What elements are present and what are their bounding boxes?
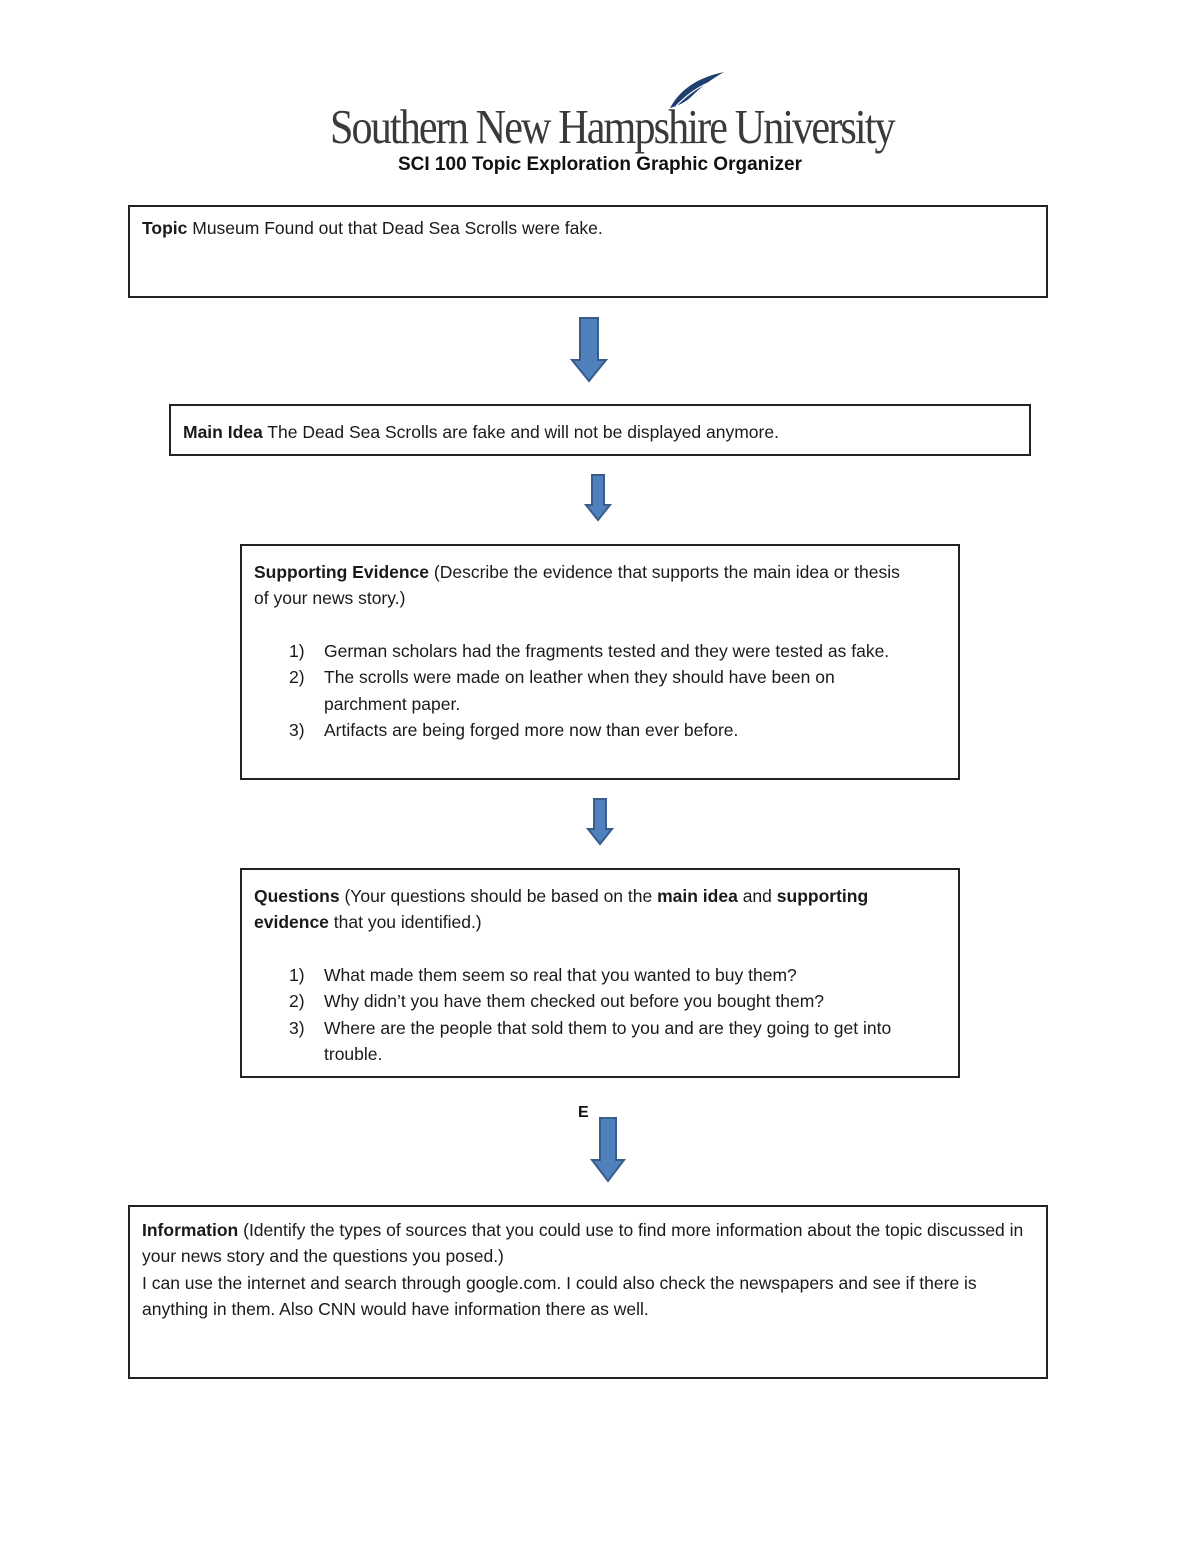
university-logo (330, 70, 894, 160)
information-answer: I can use the internet and search through google.com. I could also check the newspapers and see if there is anything in them. Also CNN would have information there as well. (142, 1272, 977, 1320)
questions-label: Questions (254, 886, 340, 906)
topic-line (142, 215, 1034, 241)
topic-box (128, 205, 1048, 298)
information-prompt: Information (Identify the types of sources that you could use to find more information about the topic discussed in your news story and the questions you posed.) (142, 1220, 1024, 1267)
list-item: 2) The scrolls were made on leather when they should have been on parchment paper. (289, 667, 835, 714)
down-arrow-icon (584, 473, 612, 523)
main-idea-text: The Dead Sea Scrolls are fake and will not be displayed anymore. (262, 422, 779, 442)
list-item: 3) Artifacts are being forged more now than ever before. (289, 720, 739, 741)
topic-label: Topic (142, 218, 188, 238)
supporting-evidence-box (240, 544, 960, 780)
evidence-list (254, 638, 918, 744)
stray-letter: E (578, 1104, 589, 1121)
main-idea-label: Main Idea (183, 422, 263, 442)
supporting-evidence-label: Supporting Evidence (254, 562, 430, 582)
main-idea-line (183, 419, 1017, 445)
logo-wordmark: Southern New Hampshire University (330, 99, 894, 154)
supporting-evidence-prompt: Supporting Evidence (Describe the evidence that supports the main idea or thesis of your news story.) (254, 562, 900, 609)
questions-prompt: Questions (Your questions should be based on the main idea and supporting evidence that you identified.) (254, 886, 869, 933)
questions-box (240, 868, 960, 1078)
list-item: 1) German scholars had the fragments tested and they were tested as fake. (289, 640, 890, 661)
down-arrow-icon (569, 316, 609, 384)
document-title: SCI 100 Topic Exploration Graphic Organizer (397, 154, 803, 175)
list-item: 3) Where are the people that sold them to you and are they going to get into trouble. (289, 1017, 892, 1065)
main-idea-box (169, 404, 1031, 456)
down-arrow-icon (589, 1116, 627, 1184)
down-arrow-icon (586, 797, 614, 847)
topic-text: Museum Found out that Dead Sea Scrolls were fake. (187, 218, 603, 238)
information-label: Information (142, 1220, 239, 1240)
list-item: 1) What made them seem so real that you wanted to buy them? (289, 964, 797, 985)
information-box (128, 1205, 1048, 1379)
questions-list (254, 962, 938, 1068)
list-item: 2) Why didn’t you have them checked out before you bought them? (289, 991, 825, 1012)
